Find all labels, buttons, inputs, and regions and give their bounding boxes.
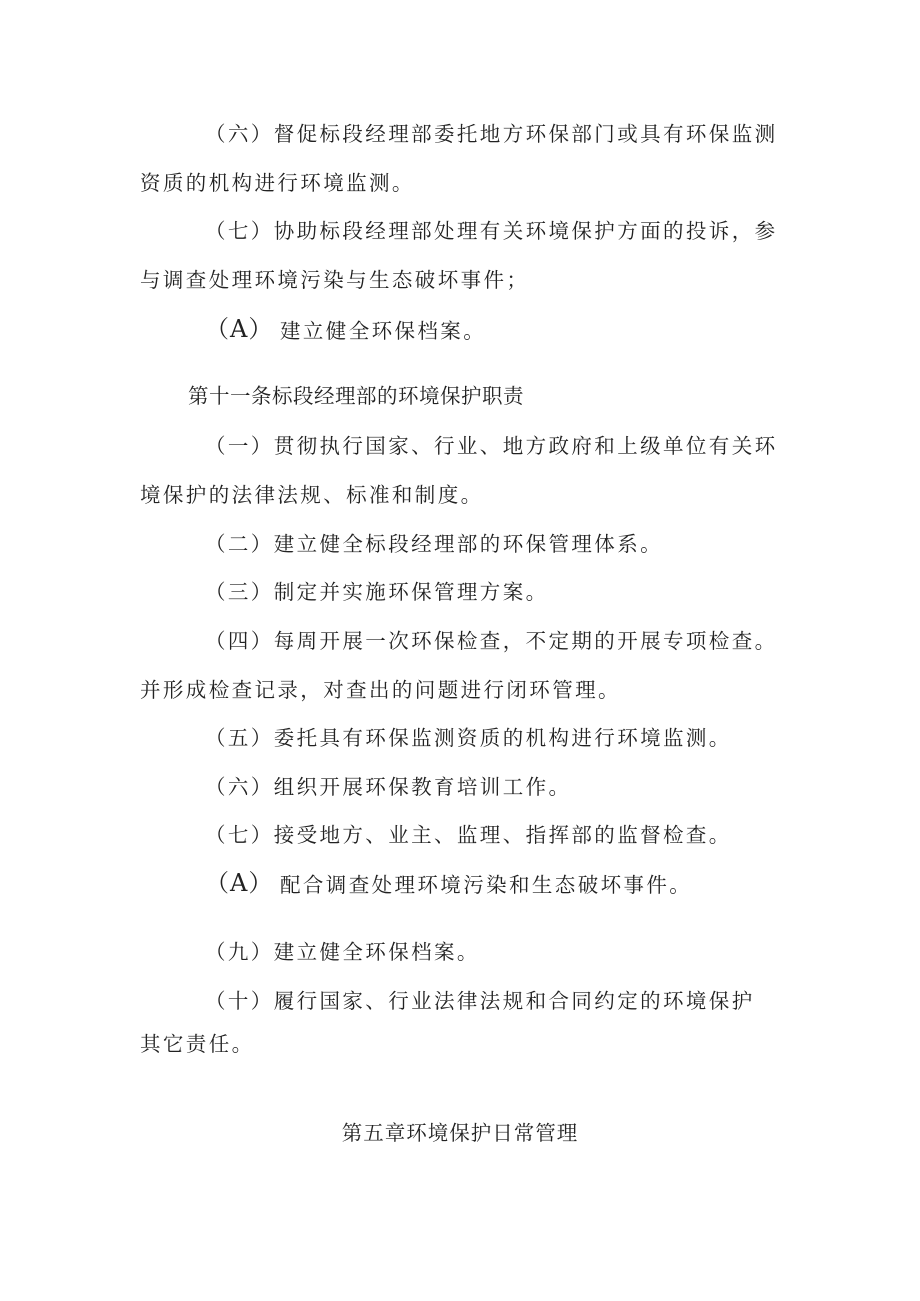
paragraph-line: （七）协助标段经理部处理有关环境保护方面的投诉，参	[205, 219, 778, 243]
paragraph-line: 其它责任。	[140, 1032, 255, 1056]
paragraph-line: （六）督促标段经理部委托地方环保部门或具有环保监测	[205, 122, 778, 146]
article-heading: 第十一条标段经理部的环境保护职责	[188, 384, 524, 408]
paragraph-line: （五）委托具有环保监测资质的机构进行环境监测。	[205, 726, 732, 750]
item-marker-a: （A）	[205, 869, 274, 897]
paragraph-line: （十）履行国家、行业法律法规和合同约定的环境保护	[205, 989, 755, 1013]
paragraph-line: 资质的机构进行环境监测。	[140, 171, 415, 195]
item-marker-a: （A）	[205, 315, 274, 343]
paragraph-line: （九）建立健全环保档案。	[205, 940, 480, 964]
chapter-title: 第五章环境保护日常管理	[341, 1121, 579, 1145]
paragraph-line: （七）接受地方、业主、监理、指挥部的监督检查。	[205, 823, 732, 847]
paragraph-line: （三）制定并实施环保管理方案。	[205, 580, 549, 604]
paragraph-line: 配合调查处理环境污染和生态破坏事件。	[280, 873, 693, 897]
paragraph-line: 境保护的法律法规、标准和制度。	[140, 483, 484, 507]
paragraph-line: 并形成检查记录，对查出的问题进行闭环管理。	[140, 678, 621, 702]
paragraph-line: （六）组织开展环保教育培训工作。	[205, 775, 572, 799]
paragraph-line: （一）贯彻执行国家、行业、地方政府和上级单位有关环	[205, 434, 778, 458]
paragraph-line: （二）建立健全标段经理部的环保管理体系。	[205, 532, 663, 556]
paragraph-line: （四）每周开展一次环保检查，不定期的开展专项检查。	[205, 629, 778, 653]
paragraph-line: 与调查处理环境污染与生态破坏事件；	[140, 268, 530, 292]
paragraph-line: 建立健全环保档案。	[280, 319, 487, 343]
